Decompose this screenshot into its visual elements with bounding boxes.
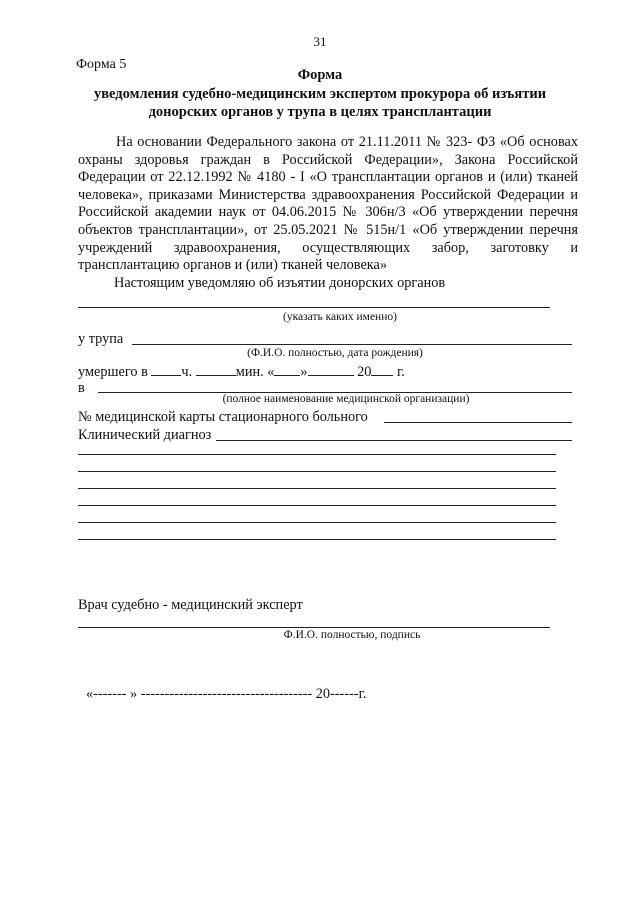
corpse-fio-field[interactable] <box>132 344 572 345</box>
diagnosis-field[interactable] <box>216 440 572 441</box>
caption-organs: (указать каких именно) <box>283 311 397 323</box>
diagnosis-line[interactable] <box>78 522 556 523</box>
day-field[interactable] <box>274 362 300 376</box>
died-prefix: умершего в <box>78 364 148 380</box>
title-line-3: донорских органов у трупа в целях трансплантации <box>148 104 492 120</box>
diagnosis-line[interactable] <box>78 488 556 489</box>
year-field[interactable] <box>371 362 393 376</box>
med-card-label: № медицинской карты стационарного больного <box>78 409 368 425</box>
title-line-2: уведомления судебно-медицинским экспертом прокурора об изъятии <box>93 86 547 102</box>
year-suffix: г. <box>397 364 405 380</box>
legal-basis-text: На основании Федерального закона от 21.11.2011 № 323- ФЗ «Об основах охраны здоровья граждан в Российской Федерации», Закона Российской Федерации от 22.12.1992 № 4180 - I «О трансплантации органов и (или) тканей человека», приказами Министерства здравоохранения Российской Федерации и Российской академии наук от 04.06.2015 № 306н/3 «Об утверждении перечня объектов трансплантации», от 25.05.2021 № 515н/1 «Об утверждении перечня учреждений здравоохранения, осуществляющих забор, заготовку и трансплантацию органов и (или) тканей человека» <box>78 134 578 274</box>
expert-label: Врач судебно - медицинский эксперт <box>78 597 303 613</box>
hour-suffix: ч. <box>181 364 193 380</box>
signature-field[interactable] <box>78 627 550 628</box>
minute-field[interactable] <box>196 362 236 376</box>
diagnosis-line[interactable] <box>78 539 556 540</box>
corpse-label: у трупа <box>78 331 124 347</box>
diagnosis-line[interactable] <box>78 471 556 472</box>
diagnosis-label: Клинический диагноз <box>78 427 212 443</box>
form-label: Форма 5 <box>76 57 127 72</box>
diagnosis-line[interactable] <box>78 454 556 455</box>
hour-field[interactable] <box>151 362 181 376</box>
minute-suffix: мин. « <box>235 364 275 380</box>
organs-field[interactable] <box>78 307 550 308</box>
caption-organization: (полное наименование медицинской организации) <box>222 393 470 405</box>
died-row <box>78 362 405 381</box>
caption-signature: Ф.И.О. полностью, подпись <box>283 629 421 641</box>
in-label: в <box>78 380 85 396</box>
legal-basis-paragraph <box>78 134 578 275</box>
year-prefix: 20 <box>357 364 372 380</box>
diagnosis-line[interactable] <box>78 505 556 506</box>
caption-fio: (Ф.И.О. полностью, дата рождения) <box>247 347 423 359</box>
notice-line: Настоящим уведомляю об изъятии донорских органов <box>114 275 446 291</box>
title-line-1: Форма <box>297 67 343 83</box>
month-field[interactable] <box>308 362 354 376</box>
date-line: «------- » ------------------------------------ 20------г. <box>86 686 367 702</box>
page-number: 31 <box>313 34 327 49</box>
quote-close: » <box>300 364 308 380</box>
med-card-field[interactable] <box>384 422 572 423</box>
